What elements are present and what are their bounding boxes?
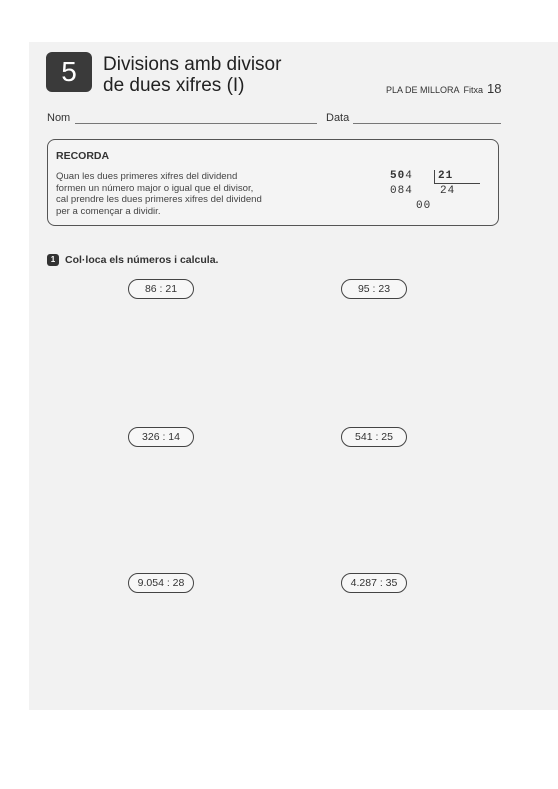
recorda-line: Quan les dues primeres xifres del dividend bbox=[56, 171, 238, 182]
recorda-line: per a començar a dividir. bbox=[56, 205, 161, 217]
recorda-line: formen un número major o igual que el divisor, bbox=[56, 182, 254, 194]
plan-name: PLA DE MILLORA bbox=[386, 85, 460, 95]
date-field[interactable] bbox=[353, 123, 501, 124]
exercise-pill: 95 : 23 bbox=[341, 279, 407, 299]
exercise-pill: 9.054 : 28 bbox=[128, 573, 194, 593]
fitxa-label: Fitxa bbox=[463, 85, 484, 95]
name-label: Nom bbox=[47, 112, 71, 124]
division-example bbox=[390, 170, 490, 220]
name-date-row bbox=[47, 112, 501, 128]
exercise-pill: 541 : 25 bbox=[341, 427, 407, 447]
unit-number-badge: 5 bbox=[46, 52, 92, 92]
recorda-line: cal prendre les dues primeres xifres del dividend bbox=[56, 194, 262, 205]
example-step-row: 084 bbox=[390, 185, 413, 197]
date-label: Data bbox=[326, 112, 350, 124]
division-vertical-bar bbox=[434, 170, 435, 183]
title-line-1: Divisions amb divisor bbox=[103, 54, 282, 75]
dividend-first-digits: 50 bbox=[390, 170, 406, 182]
example-quotient: 24 bbox=[440, 185, 456, 197]
dividend-last-digit: 4 bbox=[405, 170, 413, 182]
recorda-text bbox=[56, 171, 306, 217]
example-dividend bbox=[390, 170, 413, 182]
example-divisor: 21 bbox=[438, 170, 454, 182]
exercise-pill: 4.287 : 35 bbox=[341, 573, 407, 593]
division-horizontal-bar bbox=[434, 183, 480, 184]
fitxa-number: 18 bbox=[487, 81, 502, 96]
activity-instruction: Col·loca els números i calcula. bbox=[65, 254, 219, 266]
plan-label bbox=[386, 81, 502, 96]
title-line-2: de dues xifres (I) bbox=[103, 75, 245, 96]
recorda-heading: RECORDA bbox=[56, 150, 110, 162]
recorda-box bbox=[47, 139, 499, 226]
page-title bbox=[103, 54, 343, 96]
name-field[interactable] bbox=[75, 123, 317, 124]
exercise-pill: 86 : 21 bbox=[128, 279, 194, 299]
exercise-pill: 326 : 14 bbox=[128, 427, 194, 447]
example-remainder: 00 bbox=[416, 200, 432, 212]
activity-heading bbox=[47, 254, 218, 266]
activity-number-badge: 1 bbox=[47, 254, 59, 266]
